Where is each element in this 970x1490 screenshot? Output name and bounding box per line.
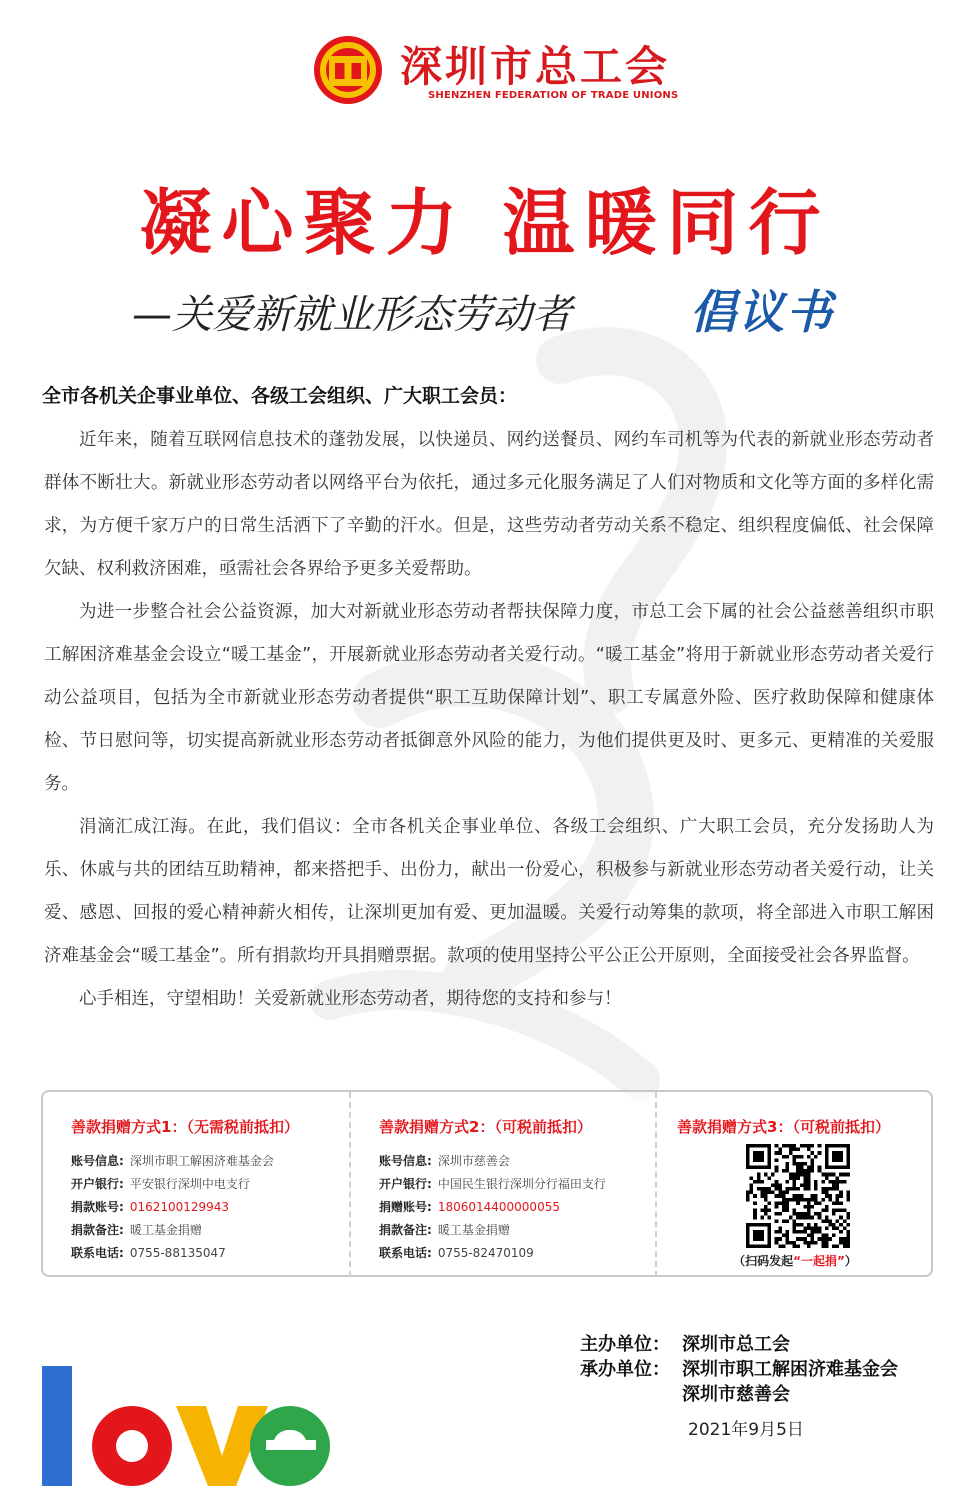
letter-salutation: 全市各机关企事业单位、各级工会组织、广大职工会员： [42, 385, 518, 407]
contact-phone[interactable]: 0755-82470109 [437, 1246, 534, 1260]
phone-row: 联系电话: 0755-82470109 [379, 1246, 534, 1260]
remark-row: 捐款备注: 暖工基金捐赠 [379, 1223, 510, 1237]
account-number-row: 捐款账号: 0162100129943 [71, 1200, 230, 1214]
account-info-row: 账号信息: 深圳市职工解困济难基金会 [71, 1154, 274, 1168]
account-number[interactable]: 0162100129943 [129, 1200, 230, 1214]
bank-row: 开户银行: 平安银行深圳中电支行 [71, 1177, 250, 1191]
co-organizer-value: 深圳市职工解困济难基金会 [682, 1359, 898, 1380]
main-title: 凝心聚力 温暖同行 [139, 181, 831, 265]
donation-info-box [41, 1090, 933, 1277]
donation-method-2 [349, 1092, 657, 1277]
donation-method-title: 善款捐赠方式1：（无需税前抵扣） [71, 1118, 299, 1136]
donation-method-1 [43, 1092, 349, 1277]
page-header [0, 28, 970, 108]
donation-info-list [379, 1150, 606, 1265]
letter-paragraph: 近年来，随着互联网信息技术的蓬勃发展，以快递员、网约送餐员、网约车司机等为代表的新就业形态劳动者群体不断壮大。新就业形态劳动者以网络平台为依托，通过多元化服务满足了人们对物质和文化等方面的多样化需求，为方便千家万户的日常生活洒下了辛勤的汗水。但是，这些劳动者劳动关系不稳定、组织程度偏低、社会保障欠缺、权利救济困难，亟需社会各界给予更多关爱帮助。 [44, 430, 934, 579]
love-logo-icon [40, 1362, 330, 1490]
qr-caption: （扫码发起“一起捐”） [733, 1254, 857, 1268]
org-name: 深圳市总工会 [400, 42, 671, 91]
letter-paragraph: 涓滴汇成江海。在此，我们倡议：全市各机关企事业单位、各级工会组织、广大职工会员，充分发扬助人为乐、休戚与共的团结互助精神，都来搭把手、出份力，献出一份爱心，积极参与新就业形态劳动者关爱行动，让关爱、感恩、回报的爱心精神薪火相传，让深圳更加有爱、更加温暖。关爱行动筹集的款项，将全部进入市职工解困济难基金会“暖工基金”。所有捐款均开具捐赠票据。款项的使用坚持公平公正公开原则，全面接受社会各界监督。 [44, 817, 934, 966]
account-info-row: 账号信息: 深圳市慈善会 [379, 1154, 510, 1168]
remark-row: 捐款备注: 暖工基金捐赠 [71, 1223, 202, 1237]
host-label: 主办单位： [580, 1334, 670, 1355]
qr-code-icon[interactable] [746, 1144, 850, 1248]
donation-method-3 [655, 1092, 933, 1277]
issue-date: 2021年9月5日 [688, 1420, 804, 1440]
host-value: 深圳市总工会 [682, 1334, 790, 1355]
donation-method-title: 善款捐赠方式2：（可税前抵扣） [379, 1118, 592, 1136]
org-name-english: SHENZHEN FEDERATION OF TRADE UNIONS [428, 90, 679, 101]
bank-row: 开户银行: 中国民生银行深圳分行福田支行 [379, 1177, 606, 1191]
donation-info-list [71, 1150, 274, 1265]
letter-paragraph: 心手相连，守望相助！关爱新就业形态劳动者，期待您的支持和参与！ [79, 989, 622, 1009]
sub-title-accent: 倡议书 [690, 285, 834, 339]
co-organizer-value: 深圳市慈善会 [682, 1384, 790, 1405]
donation-method-title: 善款捐赠方式3：（可税前抵扣） [677, 1118, 890, 1136]
phone-row: 联系电话: 0755-88135047 [71, 1246, 226, 1260]
account-number-row: 捐赠账号: 1806014400000055 [379, 1200, 560, 1214]
sub-title: —关爱新就业形态劳动者 [132, 292, 572, 338]
trade-union-emblem-icon [312, 34, 384, 106]
letter-paragraph: 为进一步整合社会公益资源，加大对新就业形态劳动者帮扶保障力度，市总工会下属的社会公益慈善组织市职工解困济难基金会设立“暖工基金”，开展新就业形态劳动者关爱行动。“暖工基金”将用于新就业形态劳动者关爱行动公益项目，包括为全市新就业形态劳动者提供“职工互助保障计划”、职工专属意外险、医疗救助保障和健康体检、节日慰问等，切实提高新就业形态劳动者抵御意外风险的能力，为他们提供更及时、更多元、更精准的关爱服务。 [44, 602, 934, 794]
account-number[interactable]: 1806014400000055 [437, 1200, 560, 1214]
co-organizer-label: 承办单位： [580, 1359, 670, 1380]
contact-phone[interactable]: 0755-88135047 [129, 1246, 226, 1260]
qr-caption-highlight: “一起捐” [793, 1254, 845, 1268]
letter-body [44, 419, 934, 1021]
